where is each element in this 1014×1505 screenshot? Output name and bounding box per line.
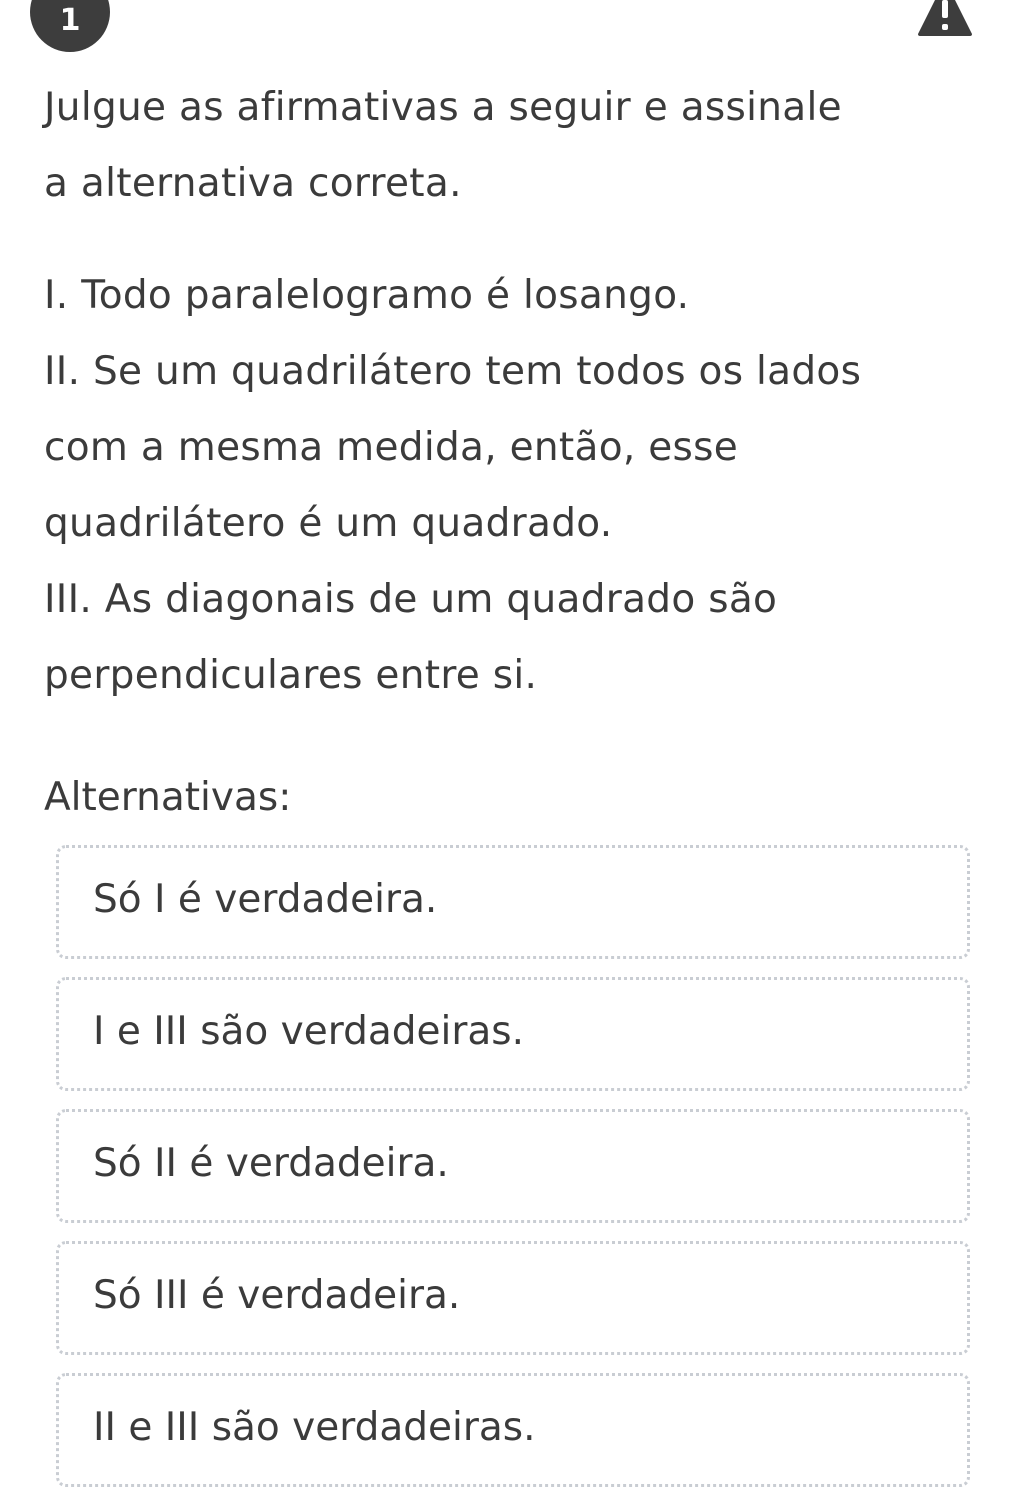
alternative-option-1[interactable]	[56, 845, 970, 959]
alternatives-list	[56, 845, 970, 1505]
alternative-option-3[interactable]	[56, 1109, 970, 1223]
statement-line: III. As diagonais de um quadrado são	[44, 577, 778, 622]
alternative-label: I e III são verdadeiras.	[93, 1008, 524, 1054]
prompt-line: Julgue as afirmativas a seguir e assinale	[44, 85, 842, 130]
alternative-label: Só III é verdadeira.	[93, 1272, 461, 1318]
prompt-line: a alternativa correta.	[44, 161, 462, 206]
alternative-label: II e III são verdadeiras.	[93, 1404, 536, 1450]
statement-line: com a mesma medida, então, esse	[44, 425, 739, 470]
statement-items	[44, 258, 984, 714]
question-number-badge	[30, 0, 110, 52]
question-number: 1	[59, 3, 81, 38]
alternative-label: Só II é verdadeira.	[93, 1140, 449, 1186]
alternative-option-4[interactable]	[56, 1241, 970, 1355]
alternatives-heading: Alternativas:	[44, 775, 292, 820]
alternative-label: Só I é verdadeira.	[93, 876, 438, 922]
question-statement	[44, 70, 984, 714]
alternative-option-2[interactable]	[56, 977, 970, 1091]
statement-line: I. Todo paralelogramo é losango.	[44, 273, 690, 318]
statement-line: quadrilátero é um quadrado.	[44, 501, 613, 546]
statement-line: II. Se um quadrilátero tem todos os lados	[44, 349, 862, 394]
warning-triangle-icon[interactable]	[918, 0, 972, 36]
alternative-option-5[interactable]	[56, 1373, 970, 1487]
statement-line: perpendiculares entre si.	[44, 653, 538, 698]
